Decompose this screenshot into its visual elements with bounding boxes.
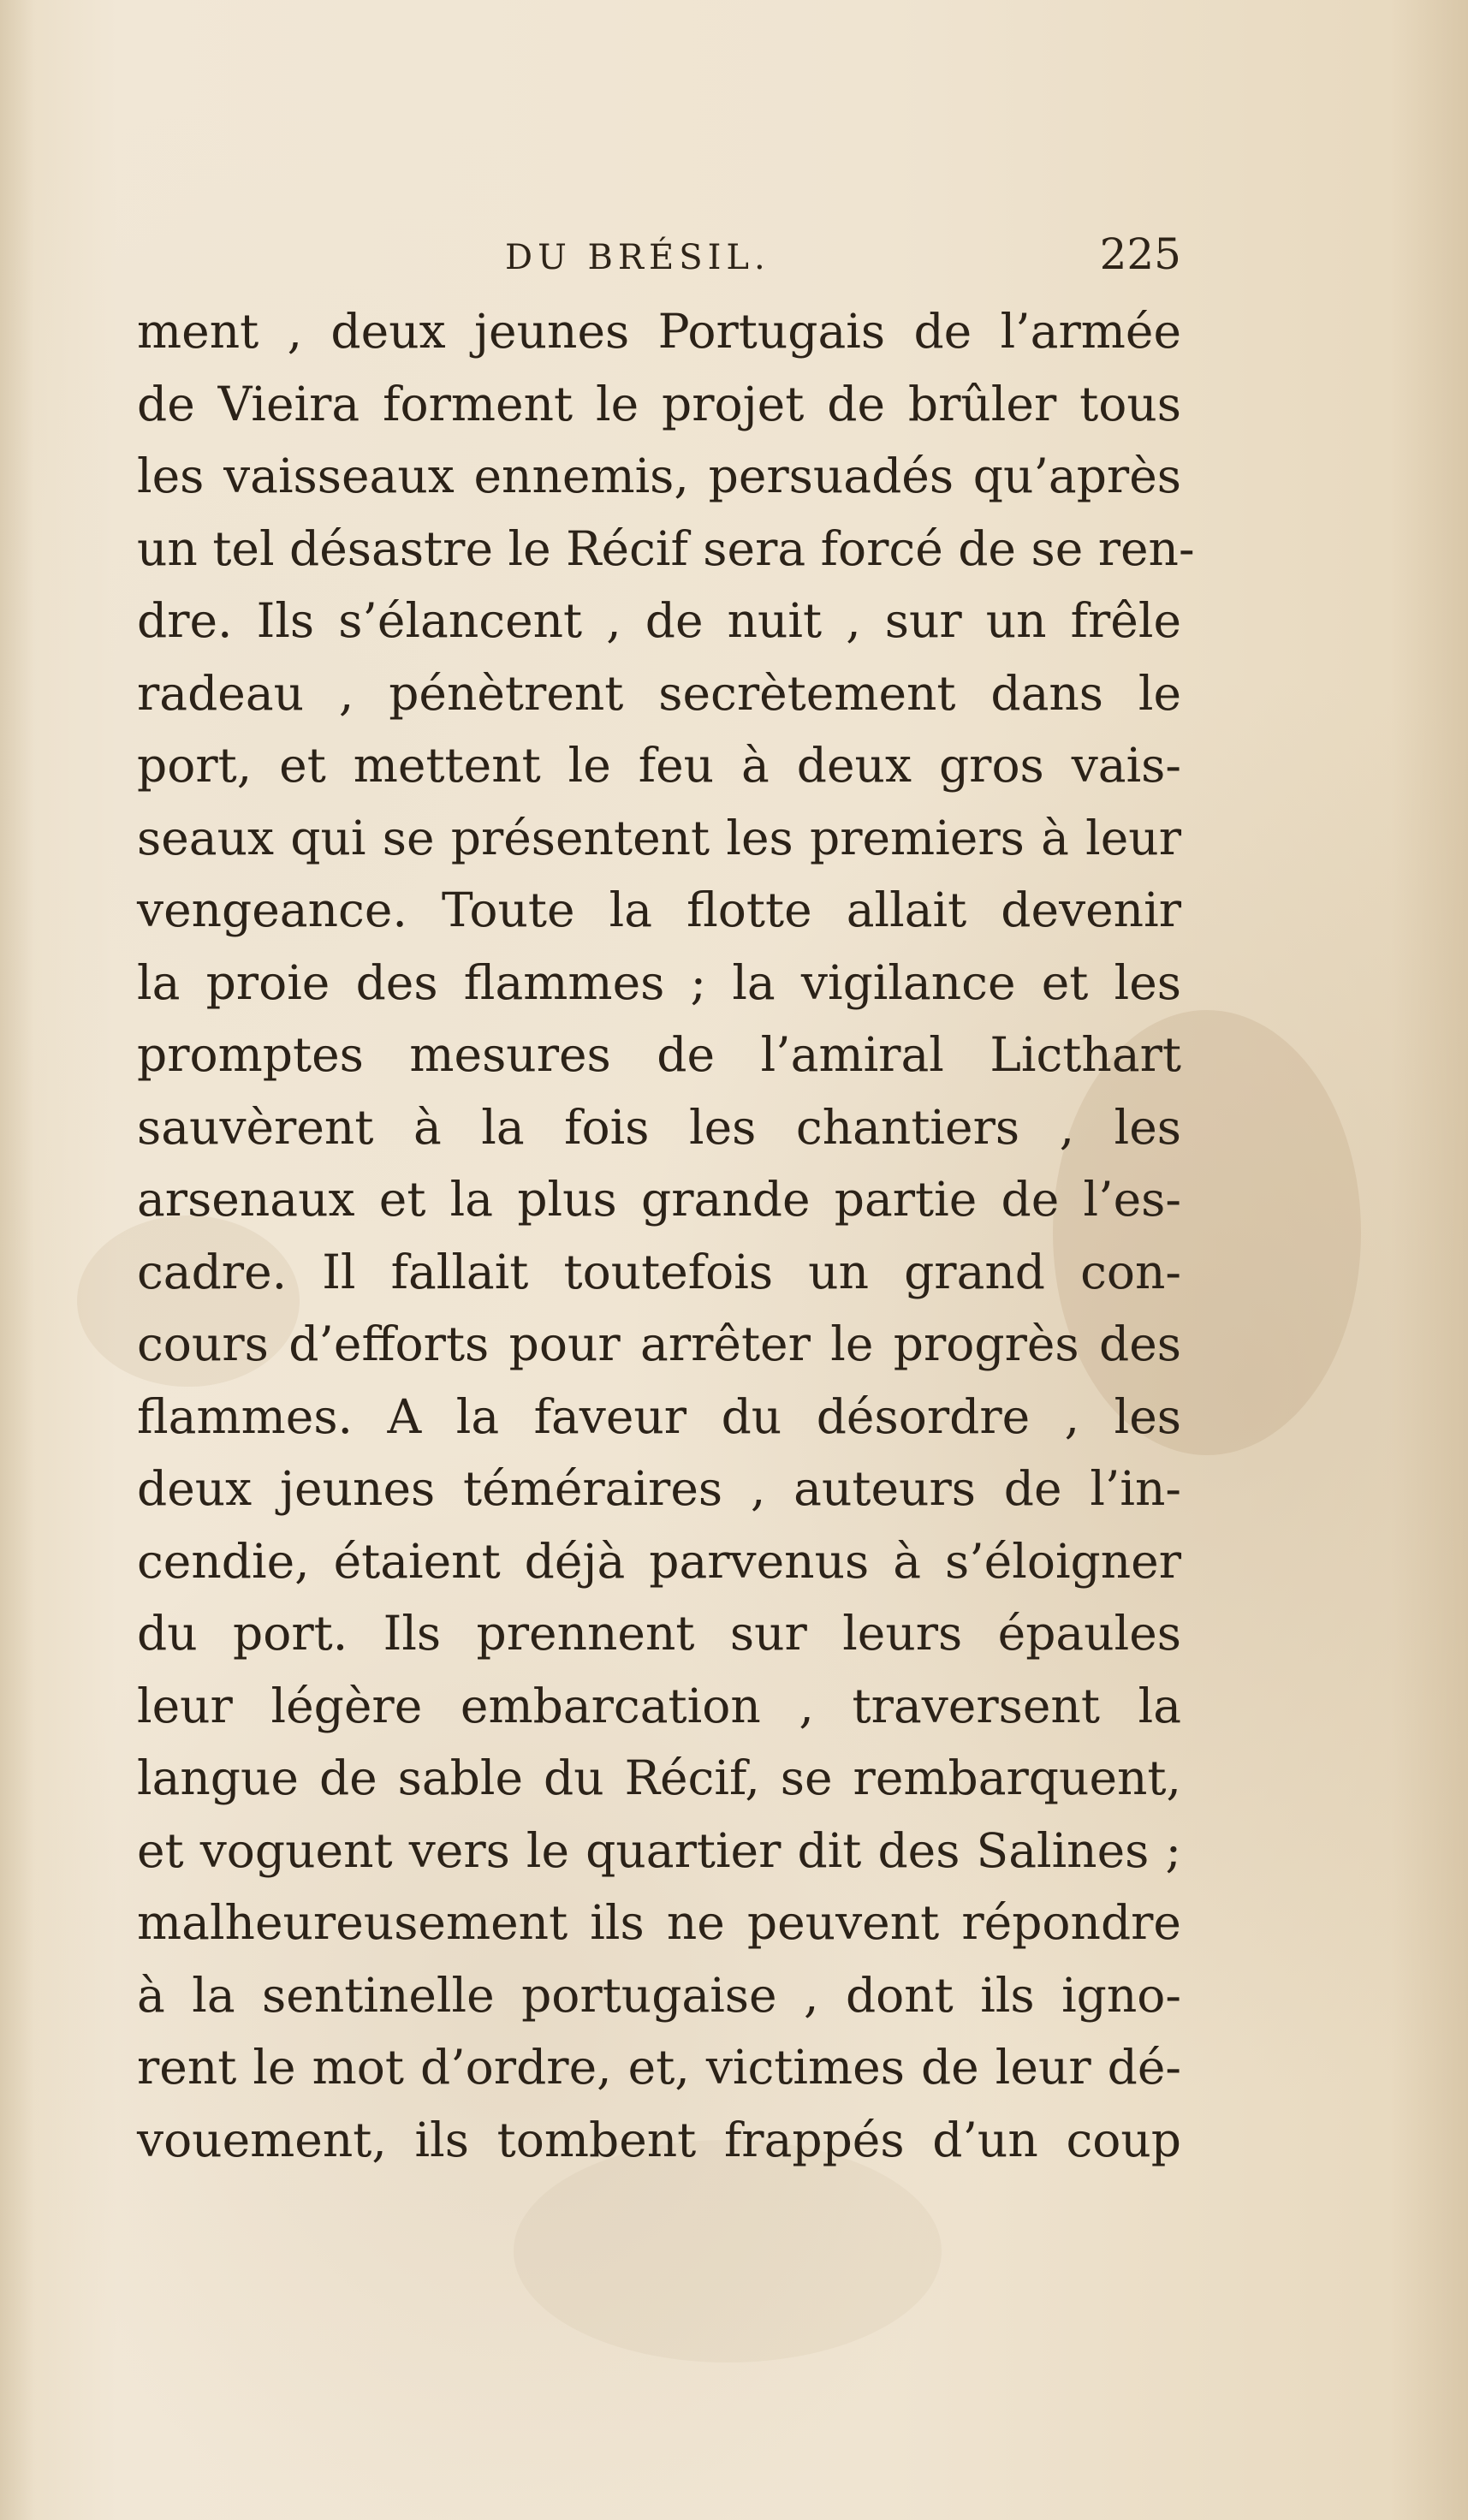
text-line: cendie, étaient déjà parvenus à s’éloigner [137, 1533, 1181, 1589]
text-line: cadre. Il fallait toutefois un grand con- [137, 1244, 1181, 1299]
text-line: vengeance. Toute la flotte allait devenir [137, 883, 1181, 937]
text-line: flammes. A la faveur du désordre , les [137, 1388, 1181, 1444]
gutter-shadow [0, 0, 34, 2520]
text-line: sauvèrent à la fois les chantiers , les [137, 1099, 1181, 1155]
body-text [137, 295, 1195, 2176]
page-header [137, 229, 1181, 289]
text-line: malheureusement ils ne peuvent répondre [137, 1895, 1181, 1950]
text-line: langue de sable du Récif, se rembarquent, [137, 1750, 1181, 1805]
text-line: un tel désastre le Récif sera forcé de se ren- [137, 520, 1195, 576]
text-line: ment , deux jeunes Portugais de l’armée [137, 304, 1181, 359]
running-head: DU BRÉSIL. [505, 238, 770, 277]
text-line: cours d’efforts pour arrêter le progrès des [137, 1316, 1181, 1371]
text-line: du port. Ils prennent sur leurs épaules [137, 1606, 1181, 1661]
page-edge-shading [1391, 0, 1468, 2520]
text-line: arsenaux et la plus grande partie de l’es- [137, 1172, 1181, 1227]
text-line: promptes mesures de l’amiral Licthart [137, 1027, 1181, 1082]
text-line: leur légère embarcation , traversent la [137, 1678, 1181, 1733]
text-line: deux jeunes téméraires , auteurs de l’in- [137, 1461, 1181, 1516]
text-line: port, et mettent le feu à deux gros vais- [137, 738, 1181, 793]
text-line: à la sentinelle portugaise , dont ils igno- [137, 1967, 1181, 2023]
text-line: les vaisseaux ennemis, persuadés qu’après [137, 449, 1181, 503]
text-line: dre. Ils s’élancent , de nuit , sur un frêle [137, 593, 1181, 648]
text-line: vouement, ils tombent frappés d’un coup [137, 2112, 1181, 2167]
text-line: et voguent vers le quartier dit des Salines ; [137, 1822, 1181, 1878]
text-line: de Vieira forment le projet de brûler tous [137, 376, 1181, 431]
text-line: rent le mot d’ordre, et, victimes de leur dé- [137, 2040, 1181, 2095]
page-number: 225 [1099, 229, 1181, 279]
text-line: seaux qui se présentent les premiers à leur [137, 810, 1181, 865]
text-line: radeau , pénètrent secrètement dans le [137, 665, 1181, 721]
text-line: la proie des flammes ; la vigilance et les [137, 954, 1181, 1010]
